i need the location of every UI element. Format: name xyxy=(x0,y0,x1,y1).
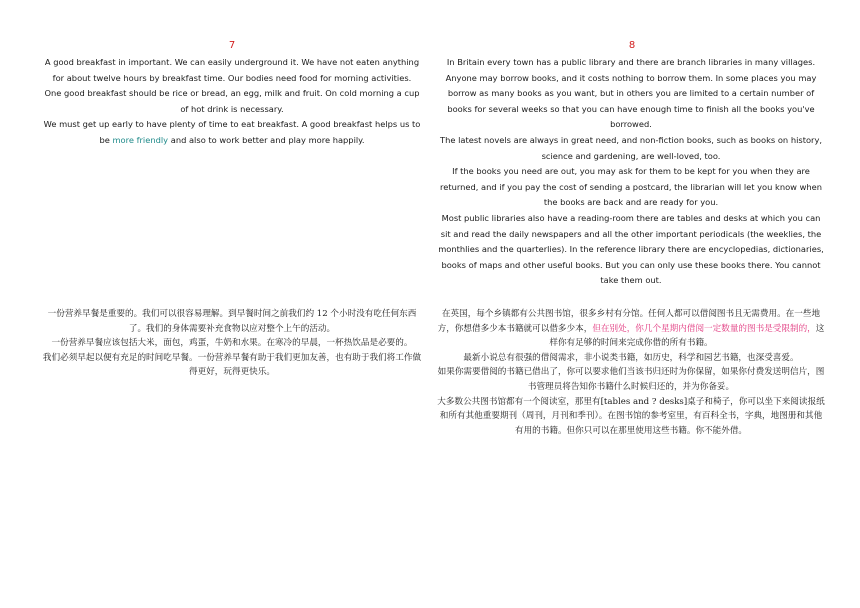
text-run: 这样你有足够的时间来完成你借的所有书籍。 xyxy=(549,323,825,349)
paragraph: A good breakfast in important. We can easily underground it. We have not eaten anything for about twelve hours by breakfast time. Our bodies need food for morning activities. xyxy=(44,57,420,83)
paragraph: 大多数公共图书馆都有一个阅读室，那里有[tables and ? desks]桌子和椅子，你可以坐下来阅读报纸和所有其他重要期刊（周刊，月刊和季刊）。在图书馆的参考室里，有百科全书，字典，地图册和其他有用的书籍。但你只可以在那里使用这些书籍。你不能外借。 xyxy=(437,396,825,436)
paragraph xyxy=(436,307,826,351)
paragraph: The latest novels are always in great need, and non-fiction books, such as books on history, science and gardening, are well-loved, too. xyxy=(440,134,822,161)
paragraph: One good breakfast should be rice or bread, an egg, milk and fruit. On cold morning a cup of hot drink is necessary. xyxy=(44,88,420,114)
page-number-left: 7 xyxy=(228,40,236,51)
highlighted-phrase: 但在别处，你几个星期内借阅一定数量的图书是受限制的， xyxy=(592,323,816,334)
english-passage-breakfast xyxy=(42,55,422,149)
text-run: We must get up early to have plenty of time to eat breakfast. A good breakfast helps us to be xyxy=(43,119,421,145)
chinese-translation-breakfast xyxy=(42,307,422,380)
paragraph: 一份营养早餐是重要的。我们可以很容易理解。到早餐时间之前我们约 12 个小时没有吃任何东西了。我们的身体需要补充食物以应对整个上午的活动。 xyxy=(47,309,417,334)
paragraph: 一份营养早餐应该包括大米，面包，鸡蛋，牛奶和水果。在寒冷的早晨，一杯热饮品是必要的。 xyxy=(51,338,413,349)
text-run: and also to work better and play more happily. xyxy=(168,134,365,145)
paragraph: If the books you need are out, you may ask for them to be kept for you when they are returned, and if you pay the cost of sending a postcard, the librarian will let you know when the books are back and are ready for you. xyxy=(440,166,822,208)
page-number-right: 8 xyxy=(628,40,636,51)
paragraph xyxy=(42,117,422,148)
chinese-translation-libraries xyxy=(436,307,826,438)
paragraph: 最新小说总有很强的借阅需求，非小说类书籍，如历史，科学和园艺书籍，也深受喜爱。 xyxy=(463,352,799,363)
paragraph: 我们必须早起以便有充足的时间吃早餐。一份营养早餐有助于我们更加友善，也有助于我们将工作做得更好，玩得更快乐。 xyxy=(42,352,422,378)
paragraph: Most public libraries also have a reading-room there are tables and desks at which you can sit and read the daily newspapers and all the other important periodicals (the weeklies, the monthlies and the quarterlies). In the reference library there are encyclopedias, dictionaries, books of maps and other useful books. But you can only use these books there. You cannot take them out. xyxy=(438,212,824,286)
english-passage-libraries xyxy=(436,55,826,289)
paragraph: 如果你需要借阅的书籍已借出了，你可以要求他们当该书归还时为你保留，如果你付费发送明信片，图书管理员将告知你书籍什么时候归还的，并为你备妥。 xyxy=(437,367,825,392)
highlighted-phrase: more friendly xyxy=(112,134,169,145)
paragraph: In Britain every town has a public library and there are branch libraries in many villages. Anyone may borrow books, and it costs nothing to borrow them. In some places you may borrow as many books as you want, but in others you are limited to a certain number of books for several weeks so that you can have enough time to finish all the books you've borrowed. xyxy=(445,57,817,130)
text-run: 在英国，每个乡镇都有公共图书馆，很多乡村有分馆。任何人都可以借阅图书且无需费用。在一些地方，你想借多少本书籍就可以借多少本， xyxy=(437,309,821,334)
